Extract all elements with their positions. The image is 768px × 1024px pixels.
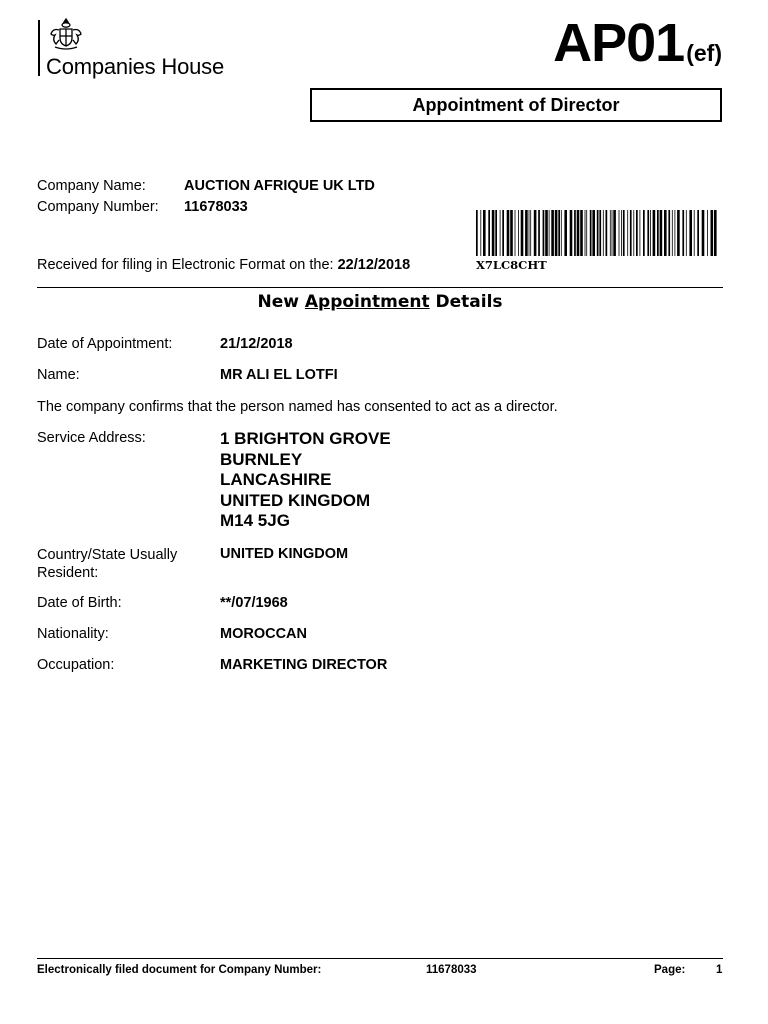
barcode-bar (500, 210, 501, 256)
barcode-bar (551, 210, 554, 256)
address-line: BURNLEY (220, 449, 303, 469)
address-line: 1 BRIGHTON GROVE (220, 429, 391, 448)
barcode-bar (650, 210, 651, 256)
residence-label-line2: Resident: (37, 565, 99, 581)
barcode-bar (529, 210, 530, 256)
barcode-bar (675, 210, 676, 256)
received-date: 22/12/2018 (337, 257, 411, 273)
barcode-bar (599, 210, 601, 256)
received-label: Received for filing in Electronic Format on the: (37, 257, 334, 273)
barcode-bar (647, 210, 649, 256)
form-code-main: AP01 (553, 13, 685, 73)
nationality-label: Nationality: (37, 626, 109, 642)
dob-label: Date of Birth: (37, 595, 122, 611)
barcode-bar (502, 210, 504, 256)
barcode-bar (640, 210, 641, 256)
section-heading-pre: New (257, 292, 305, 312)
section-heading-underlined: Appointment (304, 292, 430, 312)
barcode-bar (714, 210, 717, 256)
barcode-bar (580, 210, 583, 256)
company-name-label: Company Name: (37, 178, 146, 194)
company-number-value: 11678033 (184, 199, 248, 215)
barcode-bar (492, 210, 495, 256)
section-divider (37, 287, 723, 288)
form-code-suffix: (ef) (686, 40, 722, 66)
barcode-bar (694, 210, 695, 256)
section-heading-post: Details (429, 292, 503, 312)
received-line (37, 257, 410, 273)
form-title: Appointment of Director (310, 88, 722, 122)
address-line: LANCASHIRE (220, 470, 332, 489)
barcode-bar (480, 210, 481, 256)
barcode-bar (585, 210, 586, 256)
barcode-bar (483, 210, 486, 256)
footer-page-label: Page: (654, 964, 686, 976)
barcode-bar (603, 210, 604, 256)
barcode-bar (521, 210, 524, 256)
nationality-value: MOROCCAN (220, 626, 307, 642)
barcode-bar (507, 210, 510, 256)
barcode-bar (574, 210, 576, 256)
barcode-bar (545, 210, 548, 256)
service-address (220, 429, 391, 532)
barcode-bar (555, 210, 558, 256)
appointment-date-value: 21/12/2018 (220, 336, 293, 352)
barcode-bar (558, 210, 560, 256)
barcode-bar (561, 210, 562, 256)
barcode-bar (630, 210, 632, 256)
address-line: UNITED KINGDOM (220, 490, 371, 510)
barcode-bar (564, 210, 567, 256)
barcode-bar (590, 210, 592, 256)
barcode-bar (672, 210, 673, 256)
company-number-label: Company Number: (37, 199, 159, 215)
barcode-bar (612, 210, 613, 256)
residence-label-line1: Country/State Usually (37, 547, 178, 563)
barcode-bar (702, 210, 705, 256)
barcode-bar (592, 210, 595, 256)
appointment-date-label: Date of Appointment: (37, 336, 173, 352)
barcode-bar (668, 210, 670, 256)
occupation-label: Occupation: (37, 657, 115, 673)
barcode-bar (636, 210, 638, 256)
barcode-bar (534, 210, 537, 256)
barcode-bar (543, 210, 545, 256)
footer-divider (37, 958, 723, 959)
barcode-bar (686, 210, 687, 256)
barcode-bar (570, 210, 573, 256)
director-name-value: MR ALI EL LOTFI (220, 367, 338, 383)
barcode-bar (643, 210, 645, 256)
dob-value: **/07/1968 (220, 595, 288, 611)
barcode-bar (549, 210, 550, 256)
barcode-bar (510, 210, 513, 256)
barcode-bar (586, 210, 587, 256)
barcode-bar (597, 210, 599, 256)
barcode-bar (621, 210, 622, 256)
director-name-label: Name: (37, 367, 80, 383)
logo-divider (38, 20, 40, 76)
barcode-bar (610, 210, 611, 256)
barcode-bar (577, 210, 580, 256)
barcode-bar (682, 210, 684, 256)
barcode-bar (697, 210, 699, 256)
footer-company-number: 11678033 (426, 964, 477, 976)
footer-page-number: 1 (716, 964, 723, 976)
barcode-bar (633, 210, 634, 256)
barcode-bar (653, 210, 656, 256)
barcode-bar (689, 210, 692, 256)
residence-label (37, 546, 177, 582)
royal-crest-icon (46, 16, 86, 52)
barcode-bar (606, 210, 608, 256)
barcode-bar (707, 210, 708, 256)
barcode-bar (619, 210, 620, 256)
barcode-bar (711, 210, 714, 256)
barcode-bar (660, 210, 663, 256)
footer-filed-label: Electronically filed document for Company Number: (37, 964, 322, 976)
barcode-bar (530, 210, 531, 256)
residence-value: UNITED KINGDOM (220, 546, 349, 562)
section-heading (37, 292, 723, 312)
consent-statement: The company confirms that the person named has consented to act as a director. (37, 399, 558, 415)
barcode-bar (623, 210, 625, 256)
barcode-bar (664, 210, 667, 256)
barcode-bar (627, 210, 628, 256)
company-name-value: AUCTION AFRIQUE UK LTD (184, 178, 375, 194)
form-code (553, 13, 722, 73)
barcode-bar (476, 210, 478, 256)
barcode-bar (488, 210, 490, 256)
address-line: M14 5JG (220, 511, 290, 530)
barcode-bar (538, 210, 540, 256)
barcode-text: X7LC8CHT (476, 258, 547, 272)
service-address-label: Service Address: (37, 430, 146, 446)
barcode (476, 210, 718, 256)
barcode-bar (518, 210, 519, 256)
barcode-bar (613, 210, 616, 256)
occupation-value: MARKETING DIRECTOR (220, 657, 388, 673)
barcode-bar (525, 210, 528, 256)
barcode-bar (657, 210, 659, 256)
barcode-bar (515, 210, 516, 256)
org-name: Companies House (46, 54, 224, 79)
barcode-bar (495, 210, 497, 256)
barcode-bar (677, 210, 680, 256)
